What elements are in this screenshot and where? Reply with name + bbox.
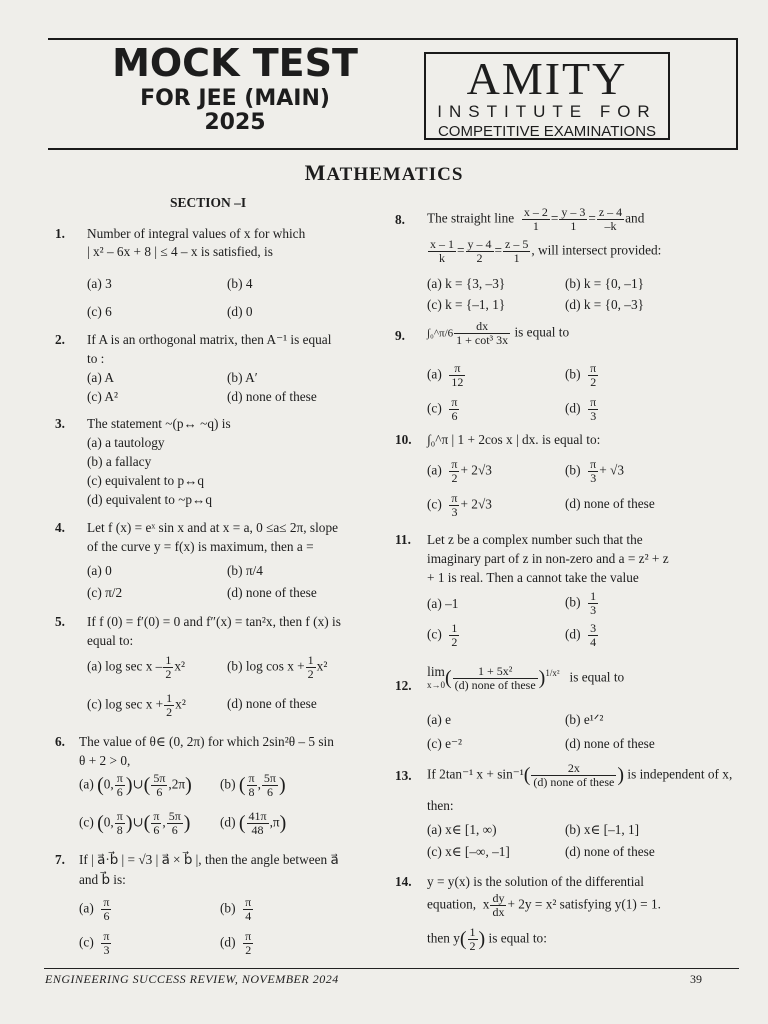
question-number: 10. — [395, 432, 412, 447]
question-text: | x² – 6x + 8 | ≤ 4 – x is satisfied, is — [87, 244, 273, 259]
question-text: The value of θ∈ (0, 2π) for which 2sin²θ – 5 sin — [79, 734, 334, 749]
option-a[interactable]: (a) –1 — [427, 596, 459, 611]
option-d[interactable]: (d) k = {0, –3} — [565, 297, 644, 312]
option-c[interactable]: (c) π/2 — [87, 585, 123, 600]
question-text: Number of integral values of x for which — [87, 226, 306, 241]
option-d[interactable]: (d) 0 — [227, 304, 253, 319]
option-c[interactable]: (c) $\frac{\pi}{3}$ + 2√3 — [427, 491, 492, 519]
question-number: 1. — [55, 226, 65, 241]
footer-text: ENGINEERING SUCCESS REVIEW, NOVEMBER 2024 — [45, 972, 339, 986]
question-number: 4. — [55, 520, 65, 535]
question-number: 11. — [395, 532, 411, 547]
option-b[interactable]: (b) $\frac{1}{3}$ — [565, 589, 597, 617]
option-b[interactable]: (b) $\frac{\pi}{2}$ — [565, 361, 597, 389]
logo-institute: INSTITUTE FOR — [437, 102, 657, 121]
left-column — [55, 0, 365, 960]
option-c[interactable]: (c) $\frac{1}{2}$ — [427, 621, 458, 649]
section-title: SECTION –I — [170, 195, 247, 210]
option-c[interactable]: (c) (0, $\frac{\pi}{8}$ )∪( $\frac{\pi}{6}$ , $\frac{5\pi}{6}$ ) — [79, 809, 191, 837]
option-d[interactable]: (d) none of these — [565, 496, 655, 511]
option-a[interactable]: (a) a tautology — [87, 435, 165, 450]
question-text: If A is an orthogonal matrix, then A⁻¹ is equal — [87, 332, 332, 347]
option-a[interactable]: (a) x∈ [1, ∞) — [427, 822, 497, 837]
option-d[interactable]: (d) $\frac{3}{4}$ — [565, 621, 597, 649]
question-text: then y( $\frac{1}{2}$ ) is equal to: — [427, 925, 547, 953]
question-text: imaginary part of z in non-zero and a = z² + z — [427, 551, 669, 566]
right-column — [395, 0, 733, 960]
option-b[interactable]: (b) x∈ [–1, 1] — [565, 822, 640, 837]
option-b[interactable]: (b) k = {0, –1} — [565, 276, 644, 291]
question-text: Let f (x) = eˣ sin x and at x = a, 0 ≤a≤ 2π, slope — [87, 520, 338, 535]
question-text: $\frac{x - 1}{k}$ = $\frac{y - 4}{2}$ = $\frac{z - 5}{1}$ , will intersect provided: — [430, 237, 662, 265]
option-d[interactable]: (d) none of these — [227, 696, 317, 711]
question-number: 13. — [395, 768, 412, 783]
option-d[interactable]: (d) equivalent to ~p↔q — [87, 492, 212, 507]
question-number: 14. — [395, 874, 412, 889]
option-d[interactable]: (d) none of these — [565, 844, 655, 859]
option-b[interactable]: (b) log cos x + $\frac{1}{2}$ x² — [227, 653, 328, 681]
question-number: 7. — [55, 852, 65, 867]
question-text: The straight line $\frac{x - 2}{1}$ = $\frac{y - 3}{1}$ = $\frac{z - 4}{-k}$ and — [427, 205, 645, 233]
option-b[interactable]: (b) e¹ᐟ² — [565, 712, 604, 727]
question-number: 6. — [55, 734, 65, 749]
option-a[interactable]: (a) e — [427, 712, 451, 727]
question-text: The statement ~(p↔ ~q) is — [87, 416, 231, 431]
option-d[interactable]: (d) none of these — [565, 736, 655, 751]
logo-name: AMITY — [466, 53, 628, 104]
mock-subtitle-line: FOR JEE (MAIN) — [140, 86, 330, 111]
footer-rule — [44, 968, 739, 969]
option-a[interactable]: (a) $\frac{\pi}{6}$ — [79, 895, 110, 923]
option-c[interactable]: (c) log sec x + $\frac{1}{2}$ x² — [87, 691, 186, 719]
option-c[interactable]: (c) A² — [87, 389, 118, 404]
question-number: 9. — [395, 328, 405, 343]
option-c[interactable]: (c) $\frac{\pi}{6}$ — [427, 395, 458, 423]
option-b[interactable]: (b) ( $\frac{\pi}{8}$ , $\frac{5\pi}{6}$ ) — [220, 771, 286, 799]
option-c[interactable]: (c) k = {–1, 1} — [427, 297, 506, 312]
subject-heading: MATHEMATICS — [304, 160, 464, 185]
page-number: 39 — [690, 972, 702, 986]
option-a[interactable]: (a) $\frac{\pi}{2}$ + 2√3 — [427, 457, 492, 485]
option-a[interactable]: (a) k = {3, –3} — [427, 276, 506, 291]
question-text: and b⃗ is: — [79, 872, 126, 887]
option-a[interactable]: (a) log sec x – $\frac{1}{2}$ x² — [87, 653, 185, 681]
option-c[interactable]: (c) 6 — [87, 304, 112, 319]
option-d[interactable]: (d) $\frac{\pi}{2}$ — [220, 929, 252, 957]
question-text: Let z be a complex number such that the — [427, 532, 643, 547]
option-b[interactable]: (b) A′ — [227, 370, 258, 385]
question-text: of the curve y = f(x) is maximum, then a = — [87, 539, 314, 554]
mock-title-line: MOCK TEST — [112, 41, 358, 85]
option-c[interactable]: (c) equivalent to p↔q — [87, 473, 205, 488]
option-b[interactable]: (b) $\frac{\pi}{3}$ + √3 — [565, 457, 625, 485]
option-d[interactable]: (d) none of these — [227, 389, 317, 404]
question-text: θ + 2 > 0, — [79, 753, 131, 768]
question-number: 5. — [55, 614, 65, 629]
question-text: If f (0) = f′(0) = 0 and f″(x) = tan²x, then f (x) is — [87, 614, 341, 629]
option-a[interactable]: (a) A — [87, 370, 114, 385]
option-a[interactable]: (a) $\frac{\pi}{12}$ — [427, 361, 464, 389]
question-text: equation, x $\frac{dy}{dx}$ + 2y = x² satisfying y(1) = 1. — [427, 891, 661, 919]
question-text: ∫₀^π | 1 + 2cos x | dx. is equal to: — [427, 432, 601, 447]
question-text: ∫₀^π/6 $\frac{dx}{\text{1 + cot³ 3x}}$ is equal to — [427, 319, 570, 347]
question-number: 2. — [55, 332, 65, 347]
logo-competitive: COMPETITIVE EXAMINATIONS — [437, 123, 657, 140]
question-text: equal to: — [87, 633, 134, 648]
option-c[interactable]: (c) $\frac{\pi}{3}$ — [79, 929, 110, 957]
question-text: If 2tan⁻¹ x + sin⁻¹( $\frac{2x}{\text{(d) none of these}}$ ) is independent of x, — [427, 761, 733, 789]
option-b[interactable]: (b) a fallacy — [87, 454, 152, 469]
question-text: If | a⃗·b⃗ | = √3 | a⃗ × b⃗ |, then the angle between a⃗ — [79, 852, 339, 867]
option-a[interactable]: (a) 0 — [87, 563, 112, 578]
option-d[interactable]: (d) ( $\frac{41\pi}{48}$ ,π) — [220, 809, 287, 837]
question-number: 12. — [395, 678, 412, 693]
question-text: to : — [87, 351, 105, 366]
option-b[interactable]: (b) π/4 — [227, 563, 263, 578]
option-d[interactable]: (d) none of these — [227, 585, 317, 600]
question-number: 8. — [395, 212, 405, 227]
mock-year-line: 2025 — [204, 110, 266, 135]
option-d[interactable]: (d) $\frac{\pi}{3}$ — [565, 395, 597, 423]
question-text: + 1 is real. Then a cannot take the value — [427, 570, 639, 585]
option-b[interactable]: (b) 4 — [227, 276, 253, 291]
option-a[interactable]: (a) 3 — [87, 276, 112, 291]
question-text: y = y(x) is the solution of the differential — [427, 874, 645, 889]
option-c[interactable]: (c) x∈ [–∞, –1] — [427, 844, 510, 859]
question-text: lim x→0( $\frac{\text{1 + 5x²}}{\text{(d) none of these}}$ )$^{1/x^2}$ is equal to — [427, 663, 625, 692]
option-b[interactable]: (b) $\frac{\pi}{4}$ — [220, 895, 252, 923]
option-a[interactable]: (a) (0, $\frac{\pi}{6}$ )∪( $\frac{5\pi}{6}$ ,2π) — [79, 771, 192, 799]
question-text: then: — [427, 798, 454, 813]
option-c[interactable]: (c) e⁻² — [427, 736, 462, 751]
question-number: 3. — [55, 416, 65, 431]
